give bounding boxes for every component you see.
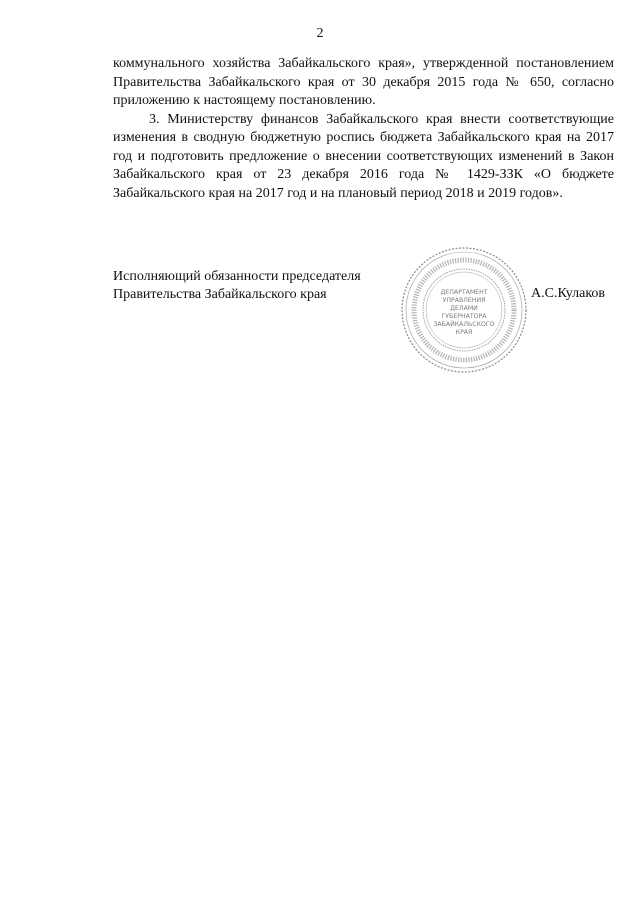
svg-text:ГУБЕРНАТОРА: ГУБЕРНАТОРА xyxy=(441,313,487,320)
signatory-position-line-2: Правительства Забайкальского края xyxy=(113,287,327,302)
page-number: 2 xyxy=(316,26,324,41)
document-body xyxy=(113,55,614,203)
signatory-name: А.С.Кулаков xyxy=(531,286,606,301)
svg-text:ДЕЛАМИ: ДЕЛАМИ xyxy=(450,305,478,312)
svg-text:УПРАВЛЕНИЯ: УПРАВЛЕНИЯ xyxy=(442,297,486,304)
signatory-position-line-1: Исполняющий обязанности председателя xyxy=(113,269,361,284)
signatory-position xyxy=(113,268,361,304)
paragraph-item-3: 3. Министерству финансов Забайкальского края внести соответствующие изменения в сводную бюджетную роспись бюджета Забайкальского края на 2017 год и подготовить предложение о внесении соответствующих изменений в Закон Забайкальского края от 23 декабря 2016 года № 1429-ЗЗК «О бюджете Забайкальского края на 2017 год и на плановый период 2018 и 2019 годов». xyxy=(113,111,614,201)
svg-text:ДЕПАРТАМЕНТ: ДЕПАРТАМЕНТ xyxy=(440,289,488,296)
paragraph-continuation: коммунального хозяйства Забайкальского края», утвержденной постановлением Правительства Забайкальского края от 30 декабря 2015 года № 650, согласно приложению к настоящему постановлению. xyxy=(113,56,614,108)
svg-text:КРАЯ: КРАЯ xyxy=(455,329,473,336)
official-seal-stamp xyxy=(400,246,528,374)
svg-text:ЗАБАЙКАЛЬСКОГО: ЗАБАЙКАЛЬСКОГО xyxy=(433,321,495,328)
